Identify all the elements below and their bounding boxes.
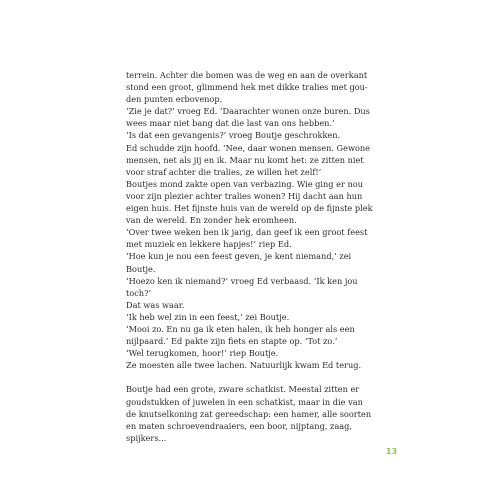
paragraph xyxy=(126,383,386,443)
text-line: ‘Is dat een gevangenis?’ vroeg Boutje geschrokken. xyxy=(126,130,341,141)
text-line: stond een groot, glimmend hek met dikke tralies met gou- xyxy=(126,82,368,93)
text-line: terrein. Achter die bomen was de weg en aan de overkant xyxy=(126,70,368,80)
text-line: ‘Ik heb wel zin in een feest,’ zei Boutje. xyxy=(126,311,290,322)
text-line: spijkers... xyxy=(126,432,167,443)
text-line: goudstukken of juwelen in een schatkist, maar in die van xyxy=(126,396,363,407)
text-line: voor straf achter die tralies, ze willen het zelf!’ xyxy=(126,166,322,177)
text-line: van de wereld. En zonder hek eromheen. xyxy=(126,215,297,226)
paragraph-gap xyxy=(126,371,386,383)
text-line: mensen, net als jij en ik. Maar nu komt het: ze zitten niet xyxy=(126,154,364,165)
text-line: en maten schroevendraaiers, een boor, nijptang, zaag, xyxy=(126,420,352,431)
text-line: ‘Hoezo ken ik niemand?’ vroeg Ed verbaasd. ‘Ik ken jou xyxy=(126,275,358,286)
text-line: Boutje had een grote, zware schatkist. Meestal zitten er xyxy=(126,384,360,395)
text-line: ‘Hoe kun je nou een feest geven, je kent niemand,’ zei xyxy=(126,251,352,262)
body-text xyxy=(126,69,386,444)
text-line: voor zijn plezier achter tralies wonen? Hij dacht aan hun xyxy=(126,190,363,201)
text-line: eigen huis. Het fijnste huis van de wereld op de fijnste plek xyxy=(126,203,373,214)
paragraph xyxy=(126,69,386,371)
page-number: 13 xyxy=(386,447,398,456)
text-line: ‘Mooi zo. En nu ga ik eten halen, ik heb honger als een xyxy=(126,323,355,334)
text-line: ‘Zie je dat?’ vroeg Ed. ‘Daarachter wonen onze buren. Dus xyxy=(126,106,370,117)
text-line: den punten erbovenop. xyxy=(126,94,223,105)
text-line: met muziek en lekkere hapjes!’ riep Ed. xyxy=(126,239,292,250)
text-line: ‘Wel terugkomen, hoor!’ riep Boutje. xyxy=(126,348,279,359)
text-line: toch?’ xyxy=(126,287,152,298)
text-line: nijlpaard.’ Ed pakte zijn fiets en stapte op. ‘Tot zo.’ xyxy=(126,336,338,347)
text-line: ‘Over twee weken ben ik jarig, dan geef ik een groot feest xyxy=(126,227,368,238)
text-line: wees maar niet bang dat die last van ons hebben.’ xyxy=(126,118,335,129)
text-line: Ze moesten alle twee lachen. Natuurlijk kwam Ed terug. xyxy=(126,360,362,371)
text-line: de knutselkoning zat gereedschap: een hamer, alle soorten xyxy=(126,408,372,419)
text-line: Boutjes mond zakte open van verbazing. Wie ging er nou xyxy=(126,178,363,189)
text-line: Boutje. xyxy=(126,263,156,274)
text-line: Ed schudde zijn hoofd. ‘Nee, daar wonen mensen. Gewone xyxy=(126,142,371,153)
text-line: Dat was waar. xyxy=(126,299,185,310)
